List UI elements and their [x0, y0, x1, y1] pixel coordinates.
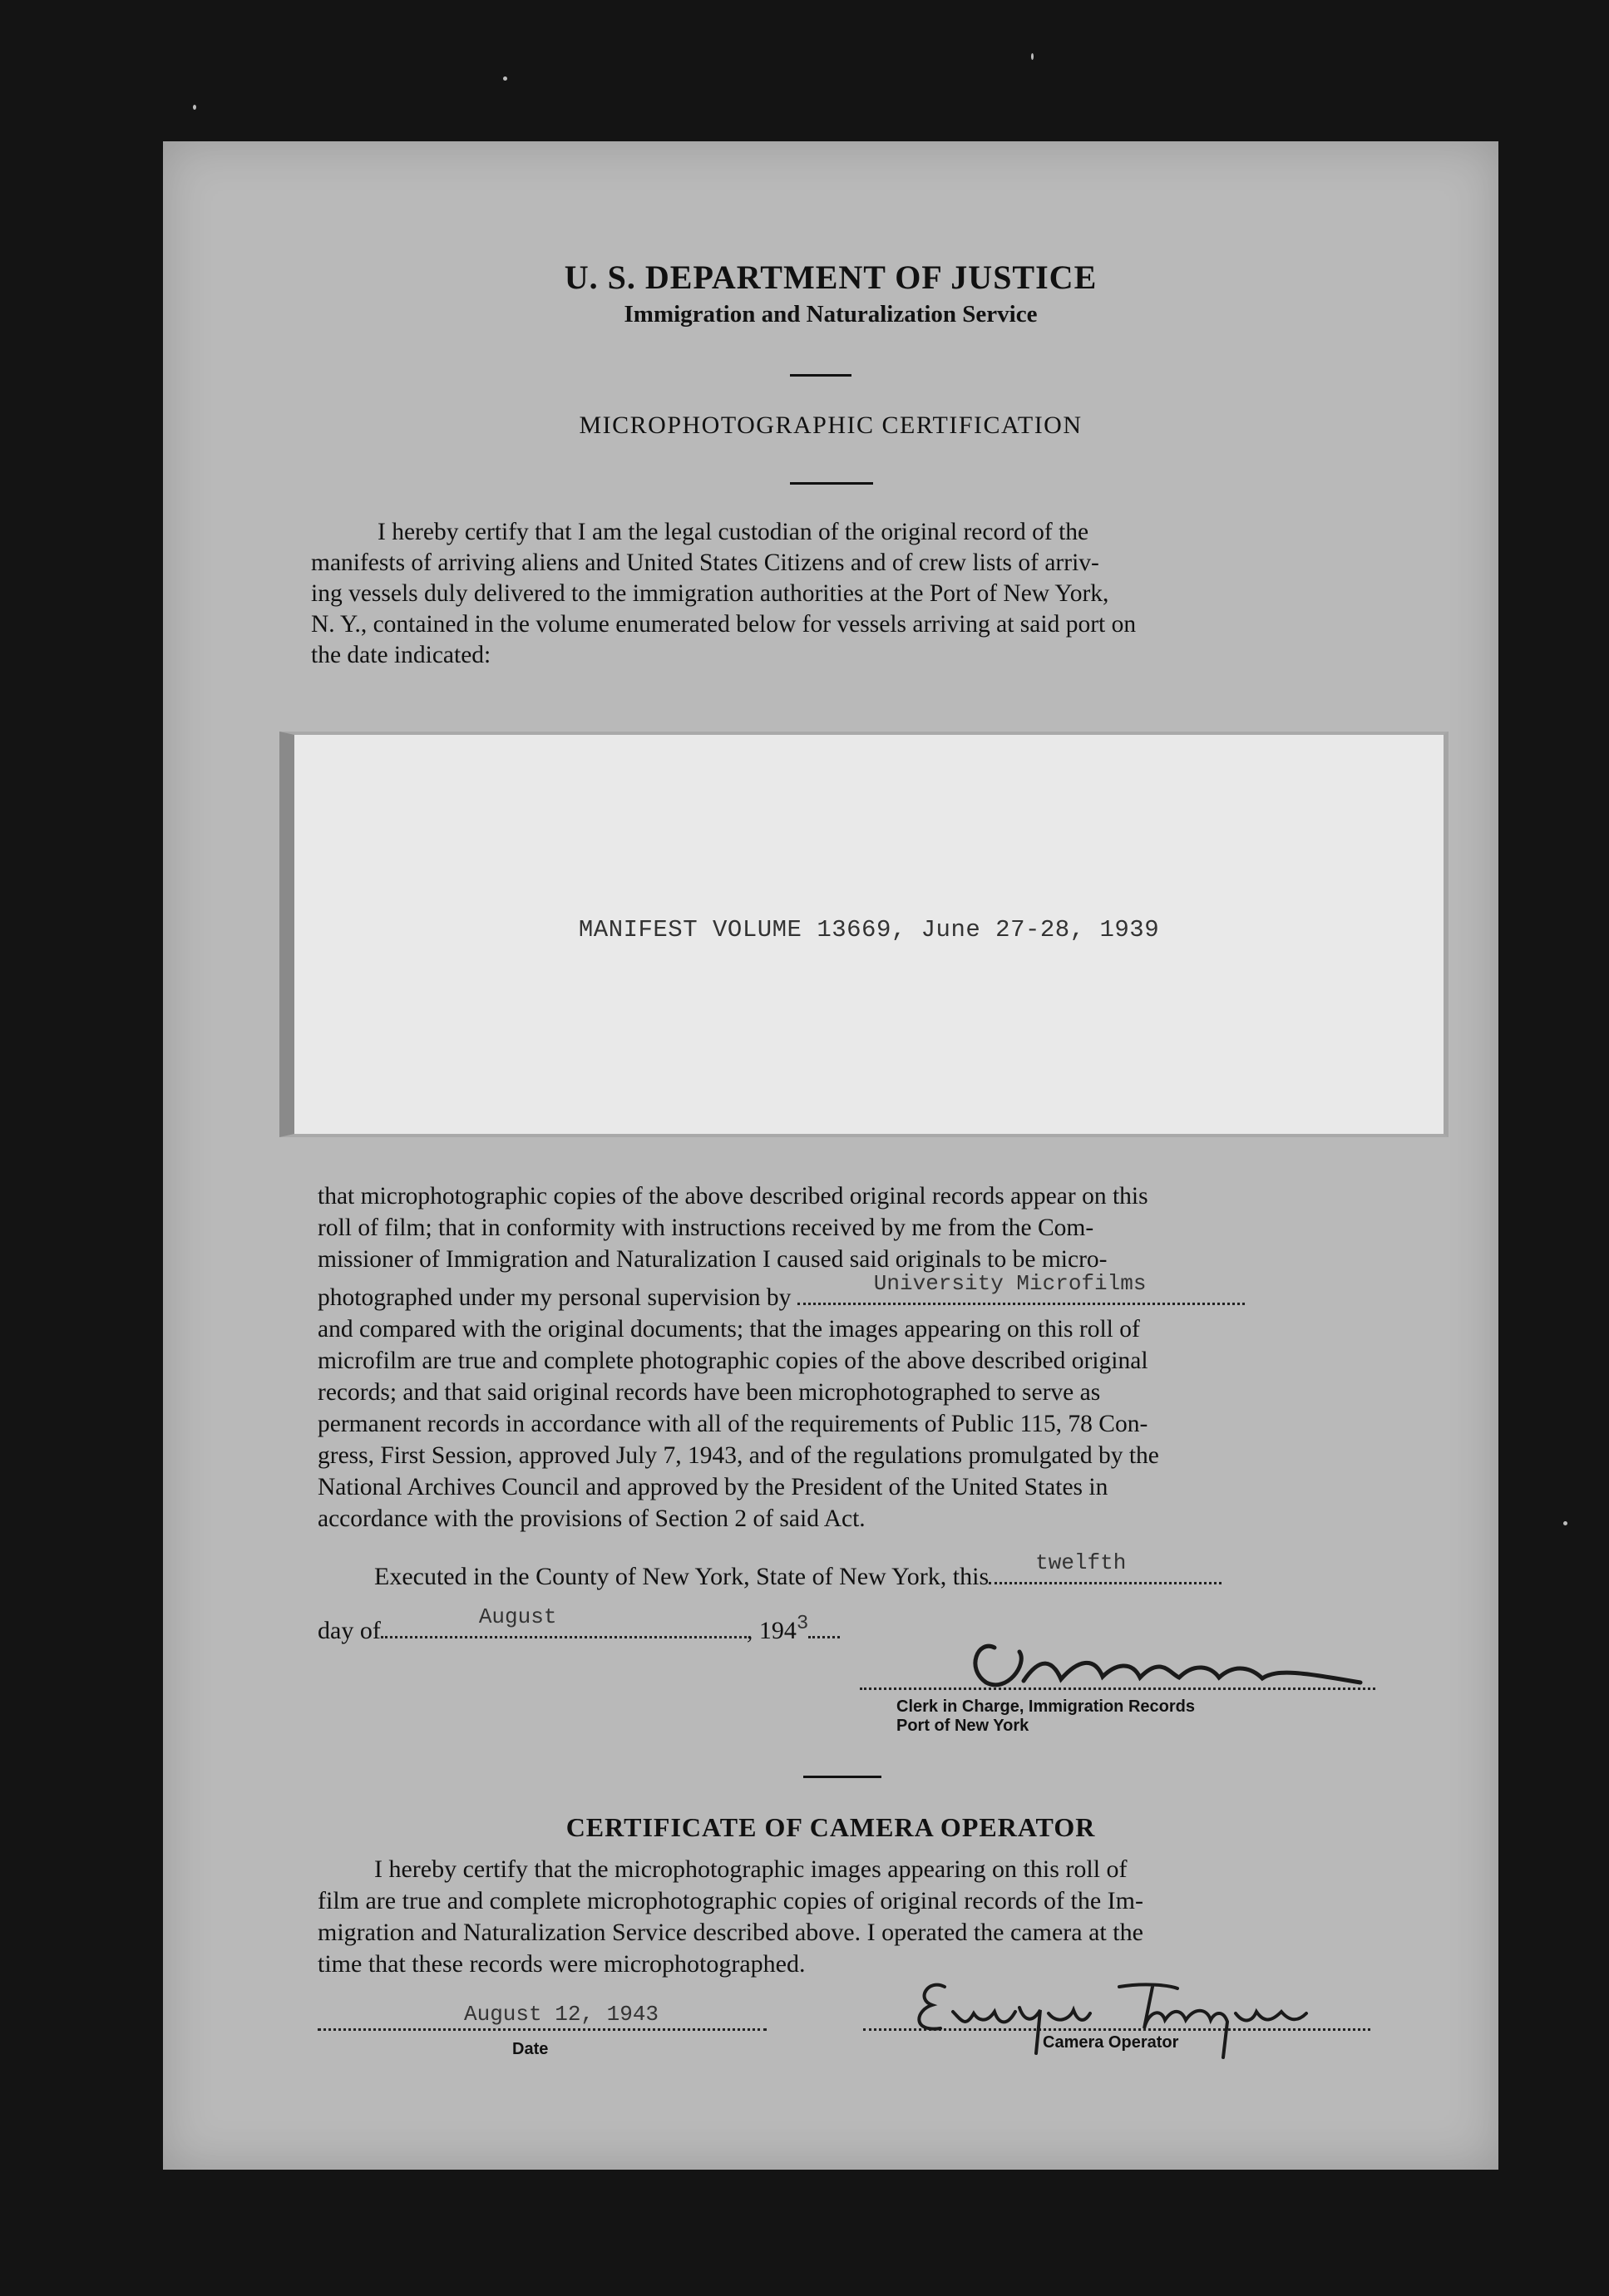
film-speck: [503, 76, 507, 81]
supervision-blank: [797, 1271, 1245, 1305]
supervision-prefix: photographed under my personal supervision by: [318, 1284, 792, 1311]
day-of-label: day of: [318, 1617, 381, 1644]
year-blank: [808, 1616, 840, 1638]
intro-line: I hereby certify that I am the legal custodian of the original record of the: [378, 519, 1089, 545]
body-line: roll of film; that in conformity with instructions received by me from the Com-: [318, 1215, 1094, 1241]
clerk-port-line: Port of New York: [896, 1717, 1029, 1735]
year-prefix: , 194: [746, 1617, 797, 1644]
month-filled-value: August: [478, 1604, 557, 1629]
day-of-line: [318, 1604, 840, 1649]
body-line: National Archives Council and approved by the President of the United States in: [318, 1474, 1108, 1500]
section-title: MICROPHOTOGRAPHIC CERTIFICATION: [579, 411, 1083, 439]
body-line: and compared with the original documents; that the images appearing on this roll of: [318, 1316, 1140, 1343]
body-line: gress, First Session, approved July 7, 1943, and of the regulations promulgated by the: [318, 1442, 1159, 1469]
clerk-title-block: [896, 1697, 1195, 1736]
divider: [790, 374, 851, 377]
film-speck: [1563, 1521, 1567, 1525]
department-title: U. S. DEPARTMENT OF JUSTICE: [564, 259, 1098, 296]
executed-line: [374, 1550, 1222, 1592]
service-subtitle: Immigration and Naturalization Service: [624, 301, 1038, 328]
executed-prefix: Executed in the County of New York, State of New York, this: [374, 1563, 990, 1590]
body-line: that microphotographic copies of the above described original records appear on this: [318, 1183, 1148, 1210]
supervision-filled-value: University Microfilms: [873, 1271, 1147, 1296]
camera-certificate-title: CERTIFICATE OF CAMERA OPERATOR: [565, 1812, 1096, 1842]
camera-line: I hereby certify that the microphotographic images appearing on this roll of: [374, 1855, 1128, 1883]
camera-line: film are true and complete microphotographic copies of original records of the Im-: [318, 1887, 1143, 1914]
intro-line: N. Y., contained in the volume enumerated below for vessels arriving at said port on: [311, 611, 1137, 638]
intro-paragraph: [311, 517, 1349, 671]
camera-line: time that these records were microphotographed.: [318, 1950, 806, 1978]
year-digit: 3: [796, 1613, 809, 1635]
operator-label: Camera Operator: [1043, 2033, 1179, 2052]
divider: [790, 482, 873, 485]
day-blank: [989, 1550, 1222, 1584]
body-line: microfilm are true and complete photographic copies of the above described original: [318, 1348, 1148, 1374]
body-line: accordance with the provisions of Section 2 of said Act.: [318, 1505, 866, 1532]
body-paragraph: [318, 1180, 1365, 1535]
date-label: Date: [512, 2040, 549, 2058]
manifest-volume-slip: [279, 732, 1449, 1137]
manifest-volume-text: MANIFEST VOLUME 13669, June 27-28, 1939: [578, 916, 1160, 944]
clerk-signature: [961, 1623, 1377, 1697]
camera-line: migration and Naturalization Service described above. I operated the camera at the: [318, 1919, 1143, 1946]
divider: [803, 1776, 881, 1778]
day-filled-value: twelfth: [1035, 1550, 1127, 1575]
film-speck: [193, 105, 196, 110]
date-field: [318, 2003, 767, 2031]
date-value: August 12, 1943: [464, 2002, 659, 2027]
body-line: missioner of Immigration and Naturalization I caused said originals to be micro-: [318, 1246, 1108, 1273]
intro-line: the date indicated:: [311, 642, 491, 668]
month-blank: [381, 1604, 747, 1638]
intro-line: ing vessels duly delivered to the immigration authorities at the Port of New York,: [311, 580, 1109, 607]
film-speck: [1031, 53, 1034, 60]
body-line: permanent records in accordance with all of the requirements of Public 115, 78 Con-: [318, 1411, 1148, 1437]
clerk-title-line: Clerk in Charge, Immigration Records: [896, 1697, 1195, 1716]
certification-sheet: [163, 141, 1498, 2170]
body-line: records; and that said original records have been microphotographed to serve as: [318, 1379, 1101, 1406]
intro-line: manifests of arriving aliens and United States Citizens and of crew lists of arriv-: [311, 549, 1099, 576]
supervision-line: [318, 1271, 1365, 1313]
